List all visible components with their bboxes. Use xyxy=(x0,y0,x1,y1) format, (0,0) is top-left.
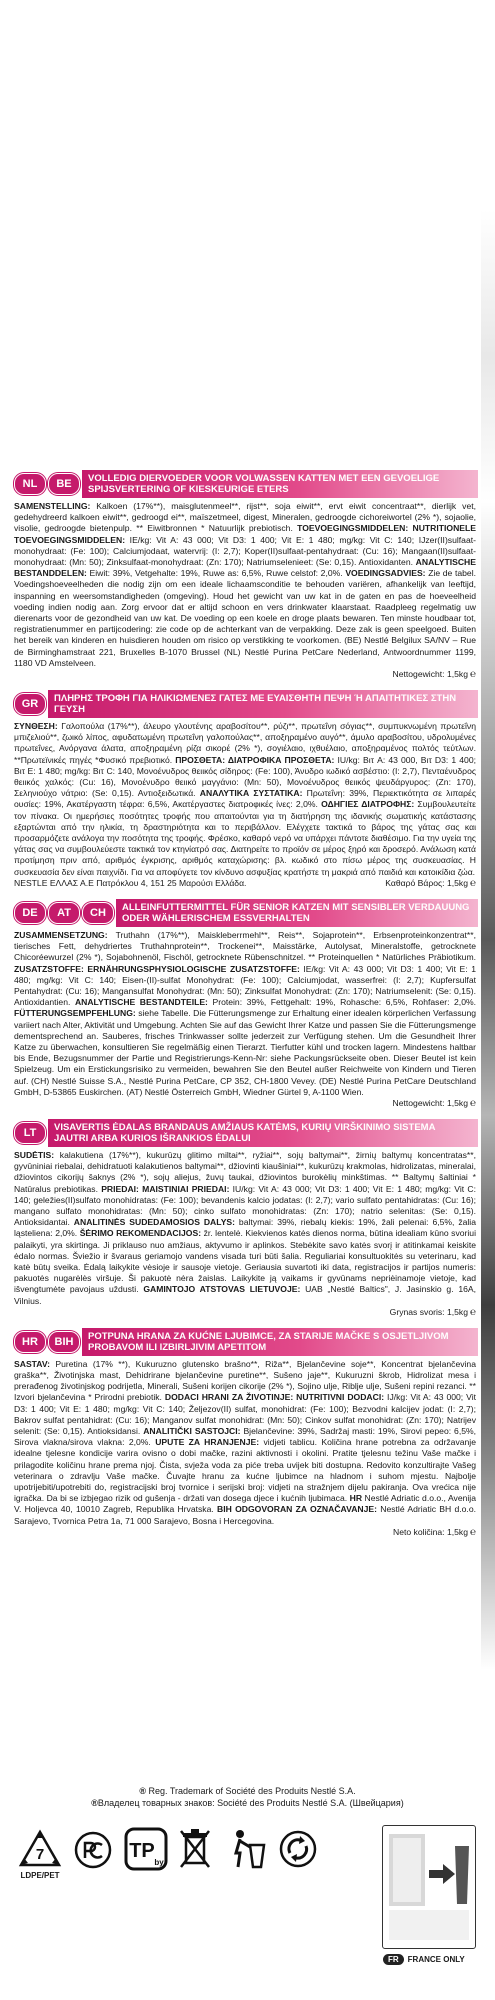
tp-by-icon xyxy=(124,1827,168,1871)
para-text: Nestlé Adriatic BH d.o.o. Sarajevo, Tvornica Petra 1a, 71 000 Sarajevo, Bosna i Hercegovina. xyxy=(14,1504,476,1526)
registered-mark: ® xyxy=(139,1786,146,1796)
france-only-note xyxy=(383,1950,475,1968)
language-badges xyxy=(12,690,48,718)
address-line: NESTLE ΕΛΛΑΣ Α.Ε Πατρόκλου 4, 151 25 Μαρούσι Ελλάδα. xyxy=(14,877,247,888)
recycling-code-number: 7 xyxy=(35,1846,45,1863)
badge-de: DE xyxy=(14,902,46,924)
para-label: DODACI HRANI ZA ŽIVOTINJE: NUTRITIVNI DODACI: xyxy=(164,1392,385,1403)
net-weight xyxy=(393,1527,476,1538)
para-text: siehe Tabelle. Die Fütterungsmenge zur Erhaltung einer idealen körperlichen Verfassung variiert nach Alter, Aktivität und Umgebung. Achten Sie auf das Gewicht Ihrer Katze und passen Sie die Fütterungsmenge dementsprechend an. Sauberes, frisches Trinkwasser sollte jederzeit zur Verfügung stehen. Um die Gesundheit Ihrer Katze zu überwachen, konsultieren Sie regelmäßig einen Tierarzt. Tierfutter kühl und trocken lagern. Mindestens haltbar bis Ende, Bezugsnummer der Partie und Registrierungs-Kenn-Nr: siehe Packungsrückseite oben. Dieser Beutel ist kein Spielzeug. Um ein Erstickungsrisiko zu vermeiden, bewahren Sie den Beutel außer Reichweite von Kindern und Tieren auf. (CH) Nestlé Suisse S.A., Nestlé Purina PetCare, CP 352, CH-1800 Vevey. (DE) Nestlé Purina PetCare Deutschland GmbH, D-53865 Euskirchen. (AT) Nestlé Österreich GmbH, Wiedner Gürtel 9, A-1100 Wien. xyxy=(14,1008,476,1097)
section-footer xyxy=(12,1307,478,1318)
recycling-code-label: LDPE/PET xyxy=(20,1871,60,1880)
para-label: ΑΝΑΛΥΤΙΚΑ ΣΥΣΤΑΤΙΚΑ: xyxy=(199,788,303,799)
estimated-sign-icon: ℮ xyxy=(469,669,476,681)
para-text: Truthahn (17%**), Maiskleberrmehl**, Reis**, Sojaprotein**, Erbsenproteinkonzentrat**, tierisches Fett, dehydriertes Truthahnprotein**, Trockenei**, Maisstärke, Autolysat, Mineralstoffe, getrocknete Chicoréewurzel (2% *), Sojabohnenöl, Fischöl, getrocknete Rübenschnitzel. ** Proteinquellen * Natürliches Präbiotikum. xyxy=(14,929,476,963)
para-label: PRIEDAI: MAISTINIAI PRIEDAI: xyxy=(101,1183,230,1194)
para-text: Γαλοπούλα (17%**), άλευρο γλουτένης αραβοσίτου**, ρύζι**, πρωτεΐνη σόγιας**, συμπυκνωμένη πρωτεΐνη μπιζελιού**, ζωικό λίπος, αφυδατωμένη πρωτεΐνη γαλοπούλας**, αποξηραμένο αυγό**, άμυλο αραβοσίτου, υδρολυμένες πρωτεΐνες, Ανόργανα άλατα, αποξηραμένη ρίζα σικορέ (2% *), σογιέλαιο, ιχθυέλαιο, αποξηραμένος πολτός τεύτλων. **Πρωτεϊνικές πηγές *Φυσικό πρεβιοτικό. xyxy=(14,721,476,765)
para-text: IE/kg: Vit A: 43 000; Vit D3: 1 400; Vit E: 1 480; mg/kg: Vit C: 140; Eisen-(II)-sulfat Monohydrat: (Fe: 100); Calciumjodat, wasserfrei: (I: 2,7); Kupfersulfat Pentahydrat: (Cu: 16); Mangansulfat Monohydrat: (Mn: 50); Zinksulfat Monohydrat: (Zn: 170); Natriumselenit: (Se: 0,15). Antioxidantien. xyxy=(14,963,476,1008)
language-badges xyxy=(12,1328,82,1356)
recycling-code-icon xyxy=(18,1829,62,1880)
para-text: IE/kg: Vit A: 43 000; Vit D3: 1 400; Vit E: 1 480; mg/kg: Vit C: 140; IJzer(II)sulfaat-monohydraat: (Fe: 100); Calciumjodaat, watervrij: (I: 2,7); Koper(II)sulfaat-pentahydraat: (Cu: 16); Mangaan(II)sulfaat-monohydraat: (Mn: 50); Zinksulfaat-monohydraat: (Zn: 170); Natriumselenieet: (Se: 0,15). Antioxidanten. xyxy=(14,534,476,568)
para-text: Eiwit: 39%, Vetgehalte: 19%, Ruwe as: 6,5%, Ruwe celstof: 2,0%. xyxy=(86,568,346,579)
para-text: Protein: 39%, Fettgehalt: 19%, Rohasche: 6,5%, Rohfaser: 2,0%. xyxy=(207,997,477,1008)
para-label: ΟΔΗΓΙΕΣ ΔΙΑΤΡΟΦΗΣ: xyxy=(321,799,415,810)
trademark-notes xyxy=(0,1785,495,1809)
para-label: TOEVOEGINGSMIDDELEN: NUTRITIONELE TOEVOEGINGSMIDDELEN: xyxy=(14,523,476,545)
fr-badge: FR xyxy=(383,1954,404,1965)
para-text: IU/kg: Βιτ A: 43 000, Βιτ D3: 1 400; Βιτ E: 1 480; mg/kg: Βιτ C: 140, Μονοένυδρος θειικός σίδηρος: (Fe: 100), Άνυδρο ιωδικό ασβέστιο: (I: 2,7), Πενταένυδρος θειικός χαλκός: (Cu: 16), Μονοένυδρο θειικό μαγγάνιο: (Mn: 50), Μονοένυδρος θειικός ψευδάργυρος: (Zn: 170), Σεληνιούχο νάτριο: (Se: 0,15). Αντιοξειδωτικά. xyxy=(14,754,476,799)
trademark-text: Reg. Trademark of Société des Produits Nestlé S.A. xyxy=(148,1786,356,1796)
para-label: ZUSAMMENSETZUNG: xyxy=(14,929,108,940)
para-label: ZUSATZSTOFFE: ERNÄHRUNGSPHYSIOLOGISCHE ZUSATZSTOFFE: xyxy=(14,963,300,974)
section-footer xyxy=(12,1527,478,1538)
net-weight xyxy=(393,669,477,680)
section-gr xyxy=(12,690,478,889)
trademark-line-2 xyxy=(0,1797,495,1809)
trademark-line-1 xyxy=(0,1785,495,1797)
france-only-text: FRANCE ONLY xyxy=(407,1954,465,1964)
language-badges xyxy=(12,1119,48,1147)
tp-sub-text: by xyxy=(154,1858,164,1867)
badge-be: BE xyxy=(48,473,80,495)
para-label: HR xyxy=(349,1493,363,1504)
para-text: vidjeti tablicu. Količina hrane potrebna za održavanje idealne tjelesne kondicije varira ovisno o dobi mačke, razini aktivnosti i okolini. Pratite tjelesnu težinu Vaše mačke i prilagodite količinu hrane prema njoj. Čista, svježa voda za piće treba uvijek biti dostupna. Redovito konzultirajte Vašeg veterinara o zdravlju Vaše mačke. Čuvajte hranu za kućne ljubimce na hladnom i suhom mjestu. Najbolje upotrijebiti/upotrebiti do, registracijski broj tvornice i serijski broj: vidjeti na stražnjem dijelu pakiranja. Ova vrećica nije igračka. Da bi se izbjegao rizik od gušenja - držati van dosega djece i kućnih ljubimaca. xyxy=(14,1437,476,1504)
para-text: kalakutiena (17%**), kukurūzų glitimo miltai**, ryžiai**, sojų baltymai**, žirnių baltymų koncentratas**, gyvūniniai riebalai, dehidratuoti kalakutienos baltymai**, džiovinti kiaušiniai**, kukurūzų krakmolas, hidrolizatas, mineralai, džiovintos cikorijų šaknys (2% *), sojų aliejus, žuvų taukai, džiovintos burokėlių minkštimas. ** Baltymų šaltiniai * Natūralus prebiotikas. xyxy=(14,1149,476,1194)
para-label: VOEDINGSADVIES: xyxy=(345,568,426,579)
net-weight xyxy=(385,878,476,889)
section-body xyxy=(12,1356,478,1527)
section-footer xyxy=(12,669,478,680)
para-label: ANALITINĖS SUDEDAMOSIOS DALYS: xyxy=(73,1217,236,1228)
recycling-triangle-icon xyxy=(18,1829,62,1869)
para-label: ŠĖRIMO REKOMENDACIJOS: xyxy=(79,1228,202,1239)
estimated-sign-icon: ℮ xyxy=(469,877,476,889)
label-content xyxy=(12,470,478,1548)
section-de-at-ch xyxy=(12,899,478,1109)
triman-graphic-icon xyxy=(383,1826,475,1948)
para-label: SAMENSTELLING: xyxy=(14,501,91,511)
section-footer xyxy=(12,1098,478,1109)
section-body xyxy=(12,1147,478,1307)
badge-at: AT xyxy=(48,902,80,924)
section-body xyxy=(12,498,478,669)
para-text: IU/kg: Vit A: 43 000; Vit D3: 1 400; Vit E: 1 480; mg/kg: Vit C: 140; geležies(II)sulfato monohidratas: (Fe: 100); bevandenis kalcio jodatas: (I: 2,7); vario sulfato pentahidratas: (Cu: 16); mangano sulfato monohidratas: (Mn: 50); cinko sulfato monohidratas: (Zn: 170); natrio selenitas: (Se: 0,15). Antioksidantai. xyxy=(14,1183,476,1228)
section-header xyxy=(12,690,478,718)
para-label: ΣΥΝΘΕΣΗ: xyxy=(14,721,58,732)
para-label: GAMINTOJO ATSTOVAS LIETUVOJE: xyxy=(143,1284,301,1295)
net-weight-text: Neto količina: 1,5kg xyxy=(392,1526,468,1537)
section-title: ΠΛΗΡΗΣ ΤΡΟΦΗ ΓΙΑ ΗΛΙΚΙΩΜΕΝΕΣ ΓΑΤΕΣ ΜΕ ΕΥΑΙΣΘΗΤΗ ΠΕΨΗ Ή ΑΠΑΙΤΗΤΙΚΕΣ ΣΤΗΝ ΓΕΥΣΗ xyxy=(48,690,478,718)
section-title: ALLEINFUTTERMITTEL FÜR SENIOR KATZEN MIT SENSIBLER VERDAUUNG ODER WÄHLERISCHEM ESSVERHALTEN xyxy=(116,899,478,927)
estimated-sign-icon: ℮ xyxy=(469,1526,476,1538)
language-badges xyxy=(12,899,116,927)
net-weight-text: Καθαρό Βάρος: 1,5kg xyxy=(385,877,468,888)
section-header xyxy=(12,1328,478,1356)
section-header xyxy=(12,470,478,498)
para-label: ΠΡΟΣΘΕΤΑ: ΔΙΑΤΡΟΦΙΚΑ ΠΡΟΣΘΕΤΑ: xyxy=(175,754,335,765)
certification-mark-icon xyxy=(74,1831,112,1869)
para-text: UAB „Nestlé Baltics", J. Jasinskio g. 16A, Vilnius. xyxy=(14,1284,477,1306)
section-title: VISAVERTIS ĖDALAS BRANDAUS AMŽIAUS KATĖMS, KURIŲ VIRŠKINIMO SISTEMA JAUTRI ARBA KURIOS IŠRANKIOS ĖDALUI xyxy=(48,1119,478,1147)
para-text: žr. lentelė. Kiekvienos katės dienos norma, būtina idealiam kūno svoriui palaikyti, yra skirtinga. Ji priklauso nuo amžiaus, aktyvumo ir aplinkos. Stebėkite savo katės svorį ir atitinkamai keiskite ėdalo normas. Šviežio ir švaraus geriamojo vandens visada turi būti šalia. Reguliariai konsultuokitės su veterinaru, kad katė būtų sveika. Ėdalą laikykite vėsioje ir sausoje vietoje. Geriausia suvartoti iki data, registracijos ir partijos numeris: pakuotės nugarėlės viršuje. Ši pakuotė nėra žaislas. Laikykite ją vaikams ir gyvūnams nepriėinamoje vietoje, kad išvengtumėte pavojaus uždusti. xyxy=(14,1228,476,1295)
net-weight xyxy=(390,1307,476,1318)
mobius-loop-icon xyxy=(278,1829,318,1869)
trademark-text-ru: Владелец товарных знаков: Société des Produits Nestlé S.A. (Швейцария) xyxy=(97,1798,404,1808)
para-text: Kalkoen (17%**), maisglutenmeel**, rijst**, soja eiwit**, ervt eiwit concentraat**, dierlijk vet, gedehydreerd kalkoen eiwit**, gedroogd ei**, maïszetmeel, digest, Mineralen, gedroogde cichoreiwortel (2% *), sojaolie, visolie, gedroogde bietenpulp. ** Eiwitbronnen * Natuurlijk prebiotisch. xyxy=(14,501,476,534)
section-title: POTPUNA HRANA ZA KUĆNE LJUBIMCE, ZA STARIJE MAČKE S OSJETLJIVOM PROBAVOM ILI IZBIRLJIVIM APETITOM xyxy=(82,1328,478,1356)
badge-nl: NL xyxy=(14,473,46,495)
para-text: Zie de tabel. Voedingshoeveelheden die nodig zijn om een ideale lichaamsconditie te behouden variëren, afhankelijk van leeftijd, inspanning en weersomstandigheden (omgeving). Houd het gewicht van uw kat in de gaten en pas de hoeveelheid voeding indien nodig aan. Zorg ervoor dat er altijd schoon en vers drinkwater klaarstaat. Raadpleeg regelmatig uw dierenarts voor de gezondheid van uw kat. De voeding op een koele en droge plaats bewaren. Ten minste houdbaar tot, registratienummer en partijcodering: zie code op de achterkant van de verpakking. Deze zak is geen speelgoed. Buiten het bereik van kinderen en huisdieren houden om risico op verstikking te voorkomen. (BE) Nestlé Belgilux SA/NV – Rue de Birminghamstraat 221, Bruxelles B-1070 Brussel (NL) Nestlé Purina PetCare Nederland, Antwoordnummer 1199, 1180 VD Amstelveen. xyxy=(14,568,477,668)
estimated-sign-icon: ℮ xyxy=(469,1306,476,1318)
section-hr-bih xyxy=(12,1328,478,1538)
para-label: FÜTTERUNGSEMPFEHLUNG: xyxy=(14,1008,136,1019)
para-text: Puretina (17% **), Kukuruzno glutensko brašno**, Riža**, Bjelančevine soje**, Koncentrat bjelančevina graška**, Životinjska mast, Dehidrirane bjelančevine puretine**, Sušeno jaje**, Kukuruzni škrob, Hidrolizat mesa i prerađenog životinjskog podrijetla, Minerali, Sušeni korijen cikorije (2% *), Sojino ulje, Riblje ulje, Sušeni repini rezanci. ** Izvori bjelančevina * Prirodni prebiotik. xyxy=(14,1358,476,1403)
packaging-symbols xyxy=(12,1825,480,1975)
section-body xyxy=(12,718,478,878)
estimated-sign-icon: ℮ xyxy=(469,1097,476,1109)
badge-gr: GR xyxy=(14,693,46,715)
para-text: Συμβουλευτείτε τον πίνακα. Οι ημερήσιες ποσότητες τροφής που απαιτούνται για τη διατήρηση της ιδανικής σωματικής κατάστασης εξαρτώνται από την ηλικία, τη δραστηριότητα και το περιβάλλον. Ελέγχετε τακτικά το βάρος της γάτας σας και προσαρμόζετε ανάλογα την ποσότητα της τροφής. Φρέσκο, καθαρό νερό να υπάρχει πάντοτε διαθέσιμο. Για την υγεία της γάτας σας να συμβουλεύεστε τακτικά τον κτηνίατρό σας. Διατηρείτε το προϊόν σε μέρος ξηρό και δροσερό. Ανάλωση κατά προτίμηση πριν από, αριθμός έγκρισης, αριθμός καταχώρισης: βλ. κωδικό στο πίσω μέρος της συσκευασίας. Η συσκευασία δεν είναι παιχνίδι. Για να αποφύγετε τον κίνδυνο ασφυξίας κρατήστε τη μακριά από παιδιά και κατοικίδια ζώα. xyxy=(14,799,476,877)
section-header xyxy=(12,1119,478,1147)
para-label: ANALYTISCHE BESTANDTEILE: xyxy=(74,997,208,1008)
tidyman-icon xyxy=(228,1827,268,1871)
net-weight-text: Nettogewicht: 1,5kg xyxy=(392,1097,468,1108)
triman-info-box xyxy=(382,1825,476,1964)
para-text: baltymai: 39%, riebalų kiekis: 19%, žali pelenai: 6,5%, žalia ląsteliena: 2,0%. xyxy=(14,1217,476,1239)
crossed-out-bin-icon xyxy=(178,1827,212,1871)
para-label: ANALYTISCHE BESTANDDELEN: xyxy=(14,557,476,579)
para-label: SASTAV: xyxy=(14,1358,50,1369)
section-nl-be xyxy=(12,470,478,680)
badge-hr: HR xyxy=(14,1331,46,1353)
para-text: Πρωτεΐνη: 39%, Περιεκτικότητα σε λιπαρές ουσίες: 19%, Ακατέργαστη τέφρα: 6,5%, Ακατέργαστες διατροφικές ίνες: 2,0%. xyxy=(14,788,476,810)
para-label: BIH ODGOVORAN ZA OZNAČAVANJE: xyxy=(217,1504,377,1515)
section-footer xyxy=(12,878,478,889)
para-text: IJ/kg: Vit A: 43 000; Vit D3: 1 400; Vit E: 1 480; mg/kg: Vit C: 140; Željezov(II) sulfat, monohidrat: (Fe: 100); Bezvodni kalcijev jodat: (I: 2,7); Bakrov sulfat pentahidrat: (Cu: 16); Manganov sulfat monohidrat: (Mn: 50); Cinkov sulfat monohidrat: (Zn: 170); Natrijev selenit: (Se: 0,15). Antioksidansi. xyxy=(14,1392,476,1436)
section-header xyxy=(12,899,478,927)
language-badges xyxy=(12,470,82,498)
badge-bih: BIH xyxy=(48,1331,80,1353)
badge-ch: CH xyxy=(82,902,114,924)
net-weight xyxy=(393,1098,477,1109)
registered-mark: ® xyxy=(91,1798,98,1808)
net-weight-text: Grynas svoris: 1,5kg xyxy=(389,1306,468,1317)
para-text: Nestlé Adriatic d.o.o., Avenija V. Holjevca 40, 10010 Zagreb, Republika Hrvatska. xyxy=(14,1493,476,1515)
section-lt xyxy=(12,1119,478,1318)
right-edge-stripe xyxy=(481,210,495,1670)
section-body xyxy=(12,927,478,1098)
blank-top-area xyxy=(0,0,495,468)
para-label: UPUTE ZA HRANJENJE: xyxy=(155,1437,260,1448)
para-text: Bjelančevine: 39%, Sadržaj masti: 19%, Sirovi pepeo: 6,5%, Sirova vlakna/sirova vlakna: 2,0%. xyxy=(14,1426,477,1448)
net-weight-text: Nettogewicht: 1,5kg xyxy=(392,669,468,680)
tp-text: TP xyxy=(129,1840,155,1862)
badge-lt: LT xyxy=(14,1122,46,1144)
para-label: SUDĖTIS: xyxy=(14,1149,55,1160)
section-title: VOLLEDIG DIERVOEDER VOOR VOLWASSEN KATTEN MET EEN GEVOELIGE SPIJSVERTERING OF KIESKEURIGE ETERS xyxy=(82,470,478,498)
para-label: ANALITIČKI SASTOJCI: xyxy=(143,1426,241,1436)
